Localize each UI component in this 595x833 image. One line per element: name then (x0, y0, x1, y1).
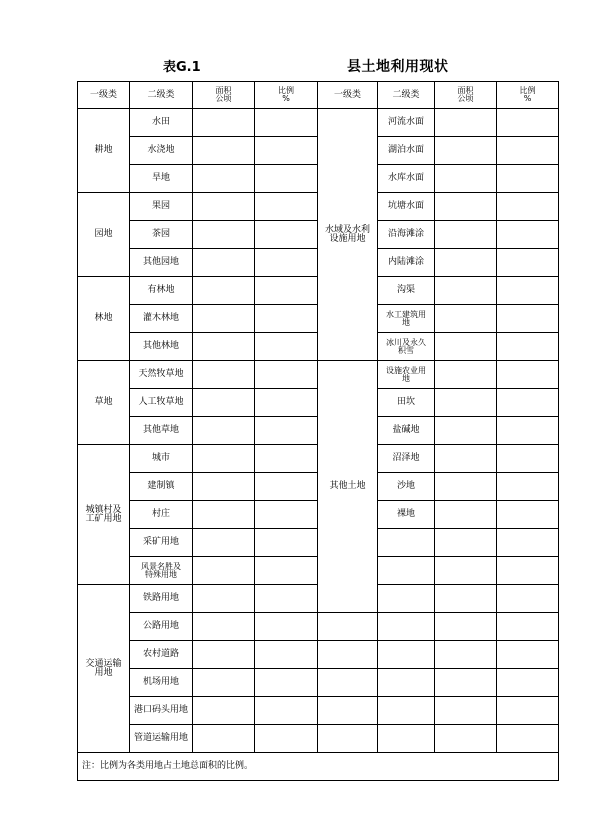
level2-left-cell: 天然牧草地 (130, 361, 193, 389)
level2-right-cell: 水工建筑用 地 (378, 305, 435, 333)
area-left-cell (193, 501, 255, 529)
area-left-cell (193, 417, 255, 445)
area-left-cell (193, 445, 255, 473)
ratio-right-cell (497, 361, 559, 389)
ratio-left-cell (255, 305, 318, 333)
ratio-left-cell (255, 725, 318, 753)
area-left-cell (193, 305, 255, 333)
area-right-cell (435, 445, 497, 473)
level2-left-cell: 有林地 (130, 277, 193, 305)
area-left-cell (193, 277, 255, 305)
level2-right-cell: 沙地 (378, 473, 435, 501)
area-left-cell (193, 641, 255, 669)
land-use-table (77, 81, 559, 781)
table-code: 表G.1 (163, 60, 201, 75)
level1-left-cell: 耕地 (78, 109, 130, 193)
area-right-cell (435, 165, 497, 193)
level2-left-cell: 灌木林地 (130, 305, 193, 333)
area-right-cell (435, 473, 497, 501)
level2-right-cell: 沿海滩涂 (378, 221, 435, 249)
table-row (78, 697, 559, 725)
level2-right-cell: 裸地 (378, 501, 435, 529)
area-right-cell (435, 221, 497, 249)
level2-right-cell (378, 613, 435, 641)
ratio-left-cell (255, 193, 318, 221)
level2-left-cell: 城市 (130, 445, 193, 473)
ratio-left-cell (255, 613, 318, 641)
area-right-cell (435, 249, 497, 277)
ratio-right-cell (497, 697, 559, 725)
level1-right-cell (318, 669, 378, 697)
level1-left-cell: 草地 (78, 361, 130, 445)
area-left-cell (193, 221, 255, 249)
table-row (78, 725, 559, 753)
ratio-right-cell (497, 529, 559, 557)
level2-left-cell: 采矿用地 (130, 529, 193, 557)
level2-right-cell: 冰川及永久 积雪 (378, 333, 435, 361)
area-right-cell (435, 725, 497, 753)
level2-right-cell: 田坎 (378, 389, 435, 417)
level2-left-cell: 港口码头用地 (130, 697, 193, 725)
area-left-cell (193, 557, 255, 585)
level2-right-cell: 盐碱地 (378, 417, 435, 445)
ratio-right-cell (497, 585, 559, 613)
header-level2: 二级类 (130, 82, 193, 109)
area-left-cell (193, 473, 255, 501)
header-area: 面积 公顷 (193, 82, 255, 109)
ratio-left-cell (255, 137, 318, 165)
level2-left-cell: 村庄 (130, 501, 193, 529)
table-row (78, 641, 559, 669)
area-left-cell (193, 137, 255, 165)
level2-left-cell: 旱地 (130, 165, 193, 193)
level1-left-cell: 林地 (78, 277, 130, 361)
table-row (78, 613, 559, 641)
level2-right-cell (378, 641, 435, 669)
area-left-cell (193, 613, 255, 641)
ratio-left-cell (255, 249, 318, 277)
level2-right-cell: 内陆滩涂 (378, 249, 435, 277)
level1-left-cell: 城镇村及 工矿用地 (78, 445, 130, 585)
ratio-left-cell (255, 669, 318, 697)
level2-left-cell: 水田 (130, 109, 193, 137)
level2-right-cell: 湖泊水面 (378, 137, 435, 165)
area-left-cell (193, 585, 255, 613)
level1-right-cell (318, 641, 378, 669)
header-level1-right: 一级类 (318, 82, 378, 109)
area-left-cell (193, 697, 255, 725)
ratio-left-cell (255, 277, 318, 305)
level2-right-cell (378, 557, 435, 585)
ratio-left-cell (255, 585, 318, 613)
level2-right-cell: 沟渠 (378, 277, 435, 305)
ratio-right-cell (497, 501, 559, 529)
header-ratio: 比例 % (255, 82, 318, 109)
ratio-left-cell (255, 445, 318, 473)
area-left-cell (193, 165, 255, 193)
header-level1: 一级类 (78, 82, 130, 109)
level1-right-cell (318, 725, 378, 753)
area-left-cell (193, 109, 255, 137)
area-right-cell (435, 585, 497, 613)
area-right-cell (435, 613, 497, 641)
level2-left-cell: 其他草地 (130, 417, 193, 445)
ratio-right-cell (497, 333, 559, 361)
level2-left-cell: 机场用地 (130, 669, 193, 697)
level2-left-cell: 管道运输用地 (130, 725, 193, 753)
ratio-right-cell (497, 193, 559, 221)
table-note: 注：比例为各类用地占土地总面积的比例。 (78, 753, 559, 781)
ratio-left-cell (255, 557, 318, 585)
ratio-right-cell (497, 305, 559, 333)
area-right-cell (435, 697, 497, 725)
ratio-left-cell (255, 109, 318, 137)
ratio-left-cell (255, 501, 318, 529)
area-left-cell (193, 725, 255, 753)
area-right-cell (435, 277, 497, 305)
area-left-cell (193, 249, 255, 277)
ratio-right-cell (497, 389, 559, 417)
level2-right-cell: 水库水面 (378, 165, 435, 193)
level2-left-cell: 公路用地 (130, 613, 193, 641)
level2-left-cell: 水浇地 (130, 137, 193, 165)
ratio-right-cell (497, 613, 559, 641)
ratio-right-cell (497, 165, 559, 193)
level2-right-cell: 设施农业用 地 (378, 361, 435, 389)
ratio-right-cell (497, 557, 559, 585)
ratio-left-cell (255, 697, 318, 725)
level2-right-cell (378, 529, 435, 557)
level2-right-cell (378, 669, 435, 697)
area-right-cell (435, 529, 497, 557)
ratio-left-cell (255, 529, 318, 557)
level2-left-cell: 其他园地 (130, 249, 193, 277)
area-right-cell (435, 305, 497, 333)
area-right-cell (435, 361, 497, 389)
ratio-right-cell (497, 137, 559, 165)
table-row (78, 361, 559, 389)
level1-right-cell: 其他土地 (318, 361, 378, 613)
header-ratio-right: 比例 % (497, 82, 559, 109)
area-right-cell (435, 109, 497, 137)
level2-left-cell: 果园 (130, 193, 193, 221)
level2-left-cell: 建制镇 (130, 473, 193, 501)
level2-left-cell: 人工牧草地 (130, 389, 193, 417)
level2-right-cell: 河流水面 (378, 109, 435, 137)
area-right-cell (435, 389, 497, 417)
level2-right-cell (378, 585, 435, 613)
area-right-cell (435, 333, 497, 361)
ratio-left-cell (255, 417, 318, 445)
ratio-left-cell (255, 165, 318, 193)
ratio-right-cell (497, 445, 559, 473)
area-left-cell (193, 529, 255, 557)
area-left-cell (193, 389, 255, 417)
level2-right-cell: 沼泽地 (378, 445, 435, 473)
level2-left-cell: 风景名胜及 特殊用地 (130, 557, 193, 585)
ratio-right-cell (497, 249, 559, 277)
level2-left-cell: 农村道路 (130, 641, 193, 669)
level2-left-cell: 茶园 (130, 221, 193, 249)
level2-right-cell: 坑塘水面 (378, 193, 435, 221)
ratio-right-cell (497, 277, 559, 305)
area-right-cell (435, 137, 497, 165)
level2-left-cell: 铁路用地 (130, 585, 193, 613)
table-title: 县土地利用现状 (347, 59, 449, 75)
ratio-right-cell (497, 473, 559, 501)
ratio-left-cell (255, 389, 318, 417)
area-left-cell (193, 361, 255, 389)
area-left-cell (193, 333, 255, 361)
level1-left-cell: 交通运输 用地 (78, 585, 130, 753)
level2-right-cell (378, 725, 435, 753)
ratio-left-cell (255, 333, 318, 361)
level1-right-cell (318, 613, 378, 641)
level2-right-cell (378, 697, 435, 725)
ratio-left-cell (255, 361, 318, 389)
table-row (78, 669, 559, 697)
area-right-cell (435, 669, 497, 697)
ratio-right-cell (497, 221, 559, 249)
ratio-left-cell (255, 221, 318, 249)
ratio-left-cell (255, 641, 318, 669)
ratio-right-cell (497, 725, 559, 753)
ratio-right-cell (497, 669, 559, 697)
area-right-cell (435, 557, 497, 585)
area-left-cell (193, 669, 255, 697)
header-level2-right: 二级类 (378, 82, 435, 109)
area-left-cell (193, 193, 255, 221)
level1-left-cell: 园地 (78, 193, 130, 277)
area-right-cell (435, 193, 497, 221)
ratio-right-cell (497, 417, 559, 445)
area-right-cell (435, 641, 497, 669)
level1-right-cell: 水域及水利 设施用地 (318, 109, 378, 361)
level1-right-cell (318, 697, 378, 725)
table-row (78, 109, 559, 137)
header-area-right: 面积 公顷 (435, 82, 497, 109)
ratio-right-cell (497, 641, 559, 669)
level2-left-cell: 其他林地 (130, 333, 193, 361)
ratio-left-cell (255, 473, 318, 501)
area-right-cell (435, 501, 497, 529)
ratio-right-cell (497, 109, 559, 137)
area-right-cell (435, 417, 497, 445)
